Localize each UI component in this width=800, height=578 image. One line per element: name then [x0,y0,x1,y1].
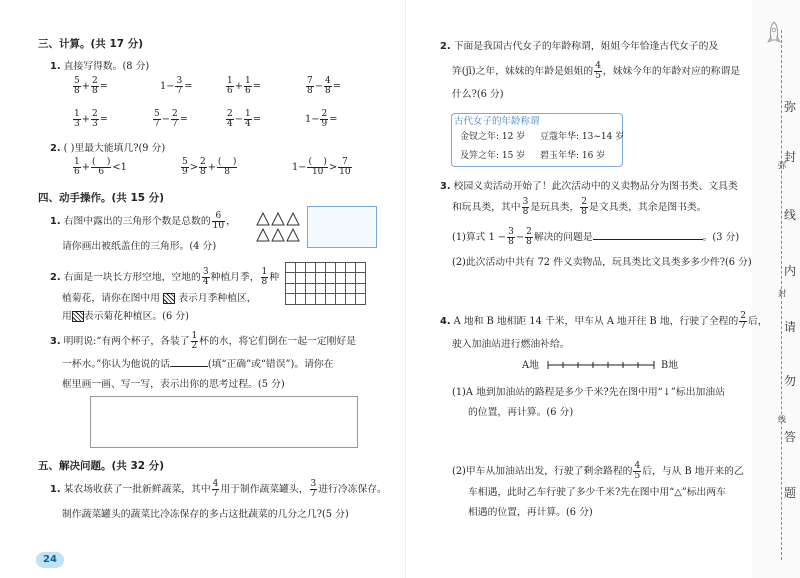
calc-item-8: 1− $\frac{2}{9}$ = [305,109,338,129]
seal-word-7: 答 [784,430,797,444]
text: 一杯水。”你认为他说的话 [62,359,170,370]
age-title-2: 豆蔻年华: 13~14 岁 [540,132,625,142]
rectangle-grid [285,262,365,304]
age-titles-heading: 古代女子的年龄称谓 [454,116,540,127]
calc-item-6: $\frac{5}{7}$ − $\frac{2}{7}$ = [154,109,188,129]
text: 是文具类，其余是图书类。 [589,202,707,213]
text: 进行冷冻保存。 [318,484,387,495]
right-question-4-part2-line3: 相遇的位置，再计算。(6 分) [468,507,593,518]
fill-item-3: 1− $\frac{( )}{10}$ > $\frac{7}{10}$ [292,157,351,177]
text: 种植月季， [210,272,260,283]
seal-word-4: 内 [784,264,797,278]
operation-3: 3. 明明说:“有两个杯子，各装了 $\frac{1}{2}$ 杯的水，将它们倒在一起一定刚好是 [50,331,357,351]
answer-blank[interactable] [170,366,208,367]
text: 。(3 分) [702,232,740,243]
text: 笄(jī)之年，妹妹的年龄是姐姐的 [452,66,594,77]
text: 和玩具类，其中 [452,202,521,213]
fill-item-1: $\frac{1}{6}$ + $\frac{( )}{6}$ <1 [74,157,127,177]
seal-small-word-3: 线 [778,415,786,424]
seal-word-2: 封 [784,150,797,164]
calc-item-4: $\frac{7}{8}$ − $\frac{4}{8}$ = [307,76,341,96]
right-question-4-part2: (2)甲车从加油站出发，行驶了剩余路程的 $\frac{4}{5}$ 后，与从 B 地开来的乙 [452,461,744,481]
right-question-4-part1-line2: 的位置，再计算。(6 分) [468,407,574,418]
page-number: 24 [36,552,64,568]
seal-word-8: 题 [784,486,797,500]
answer-blank[interactable] [593,239,703,240]
text: ， [226,216,236,227]
down-arrow-icon: ↓ [662,387,671,398]
question-text: 直接写得数。(8 分) [63,61,150,72]
operation-2-line2 [62,290,257,304]
cover-paper [307,206,377,248]
text: 下面是我国古代女子的年龄称谓，姐姐今年恰逢古代女子的及 [453,41,719,52]
calc-item-2: 1− $\frac{3}{7}$ = [160,76,193,96]
right-question-2-line2: 笄(jī)之年，妹妹的年龄是姐姐的 $\frac{4}{5}$ ，妹妹今年的年龄对应的称谓是 [452,61,741,81]
text: ”标出加油站 [670,387,725,398]
hatch-pattern-icon [163,293,175,304]
calc-item-7: $\frac{2}{4}$ − $\frac{1}{4}$ = [227,109,261,129]
age-title-1: 金钗之年: 12 岁 [460,132,526,142]
operation-1: 1. 右图中露出的三角形个数是总数的 $\frac{6}{10}$ ， [50,211,236,231]
text: 表示月季种植区， [178,293,257,304]
text: ，妹妹今年的年龄对应的称谓是 [602,66,741,77]
fill-item-2: $\frac{5}{9}$ > $\frac{2}{8}$ + $\frac{( )}{8}$ [182,157,237,177]
line-label-b: B地 [661,360,678,371]
text: A 地和 B 地相距 14 千米，甲车从 A 地开往 B 地，行驶了全程的 [453,316,739,327]
text: 解决的问题是 [533,232,593,243]
right-question-4-part1 [452,384,725,398]
text: 表示菊花种植区。(6 分) [83,311,189,322]
right-question-2: 2. 下面是我国古代女子的年龄称谓，姐姐今年恰逢古代女子的及 [440,41,719,52]
age-title-4: 碧玉年华: 16 岁 [540,151,606,161]
question-3-2: 2. ( )里最大能填几?(9 分) [50,143,166,154]
operation-2-line3 [62,308,189,322]
text: 后，与从 B 地开来的乙 [642,466,744,477]
text: (2)甲车从加油站出发，行驶了剩余路程的 [452,466,633,477]
seal-word-3: 线 [784,208,797,222]
calc-item-3: $\frac{1}{6}$ + $\frac{1}{6}$ = [227,76,261,96]
text: 明明说:“有两个杯子，各装了 [63,336,190,347]
text: (1)A 地到加油站的路程是多少千米?先在图中用“ [452,387,663,398]
section-4-title: 四、动手操作。(共 15 分) [38,192,165,204]
right-question-4-part2-line2: 车相遇，此时乙车行驶了多少千米?先在图中用“△”标出两车 [468,487,726,498]
operation-3-line2 [62,356,334,370]
operation-2: 2. 右面是一块长方形空地，空地的 $\frac{3}{4}$ 种植月季， $\frac{1}{8}$ 种 [50,267,280,287]
age-title-3: 及笄之年: 15 岁 [460,151,526,161]
text: 后， [747,316,768,327]
calc-item-1: $\frac{5}{8}$ + $\frac{2}{8}$ = [74,76,108,96]
seal-small-word-2: 封 [778,289,786,298]
distance-line [546,359,658,371]
right-question-4: 4. A 地和 B 地相距 14 千米，甲车从 A 地开往 B 地，行驶了全程的 $\frac{2}{7}$ 后， [440,311,768,331]
text: 用 [62,311,72,322]
seal-word-6: 勿 [784,374,797,388]
text: 某农场收获了一批新鲜蔬菜，其中 [63,484,211,495]
text: 植菊花，请你在图中用 [62,293,160,304]
rocket-icon [766,20,782,48]
section-3-title: 三、计算。(共 17 分) [38,38,144,50]
operation-3-line3: 框里画一画、写一写，表示出你的思考过程。(5 分) [62,379,285,390]
seal-word-1: 弥 [784,100,797,114]
right-question-4-line2: 驶入加油站进行燃油补给。 [452,339,570,350]
text: 校园义卖活动开始了！此次活动中的义卖物品分为图书类、文具类 [453,181,738,192]
right-question-3-line2: 和玩具类，其中 $\frac{3}{8}$ 是玩具类， $\frac{2}{8}$ 是文具类，其余是图书类。 [452,197,707,217]
text: 种 [269,272,280,283]
text: (填“正确”或“错误”)。请你在 [207,359,334,370]
right-question-2-line3: 什么?(6 分) [452,89,504,100]
section-5-title: 五、解决问题。(共 32 分) [38,460,165,472]
calc-item-5: $\frac{1}{3}$ + $\frac{2}{3}$ = [74,109,108,129]
question-3-1: 1. 直接写得数。(8 分) [50,61,150,72]
drawing-answer-box[interactable] [90,396,358,448]
question-text: ( )里最大能填几?(9 分) [63,143,166,154]
solve-1: 1. 某农场收获了一批新鲜蔬菜，其中 $\frac{4}{7}$ 用于制作蔬菜罐头， $\frac{3}{7}$ 进行冷冻保存。 [50,479,387,499]
text: 用于制作蔬菜罐头， [220,484,309,495]
solve-1-line2: 制作蔬菜罐头的蔬菜比冷冻保存的多占这批蔬菜的几分之几?(5 分) [62,509,349,520]
right-question-3: 3. 校园义卖活动开始了！此次活动中的义卖物品分为图书类、文具类 [440,181,738,192]
seal-small-word-1: 弥 [778,161,786,170]
crosshatch-pattern-icon [72,311,84,322]
text: 右面是一块长方形空地，空地的 [63,272,201,283]
text: 杯的水，将它们倒在一起一定刚好是 [199,336,357,347]
text: 是玩具类， [530,202,580,213]
text: 右图中露出的三角形个数是总数的 [63,216,211,227]
seal-word-5: 请 [784,320,797,334]
line-label-a: A地 [522,360,539,371]
right-question-3-part1: (1)算式 1 − $\frac{3}{8}$ − $\frac{2}{8}$ 解决的问题是 。(3 分) [452,227,740,247]
page-divider [405,0,406,578]
operation-1-line2: 请你画出被纸盖住的三角形。(4 分) [62,241,217,252]
text: − [515,232,525,243]
triangles-figure [255,208,305,244]
text: (1)算式 1 − [452,232,507,243]
right-question-3-part2: (2)此次活动中共有 72 件义卖物品，玩具类比文具类多多少件?(6 分) [452,257,752,268]
